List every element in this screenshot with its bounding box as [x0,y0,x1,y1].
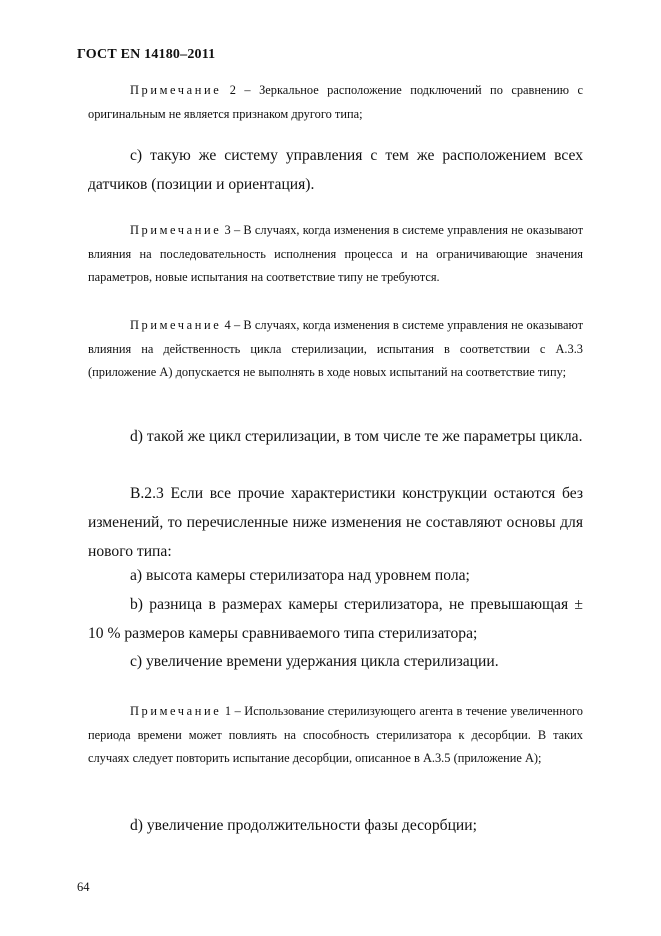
note-1 [88,700,583,771]
note-text: 4 – В случаях, когда изменения в системе управления не оказывают влияния на действенность цикла стерилизации, испытания в соответствии с А.3.3 (приложение А) допускается не выполнять в ходе новых испытаний на соответствие типу; [88,318,583,379]
list-item-b-chamber-size: b) разница в размерах камеры стерилизатора, не превышающая ± 10 % размеров камеры сравниваемого типа стерилизатора; [88,596,583,642]
note-3 [88,219,583,290]
list-item-d-desorption: d) увеличение продолжительности фазы десорбции; [130,817,477,834]
note-text: 2 – Зеркальное расположение подключений по сравнению с оригинальным не является признаком другого типа; [88,83,583,121]
note-label: Примечание [130,704,222,718]
document-header: ГОСТ EN 14180–2011 [77,47,216,62]
page-number: 64 [77,880,90,894]
note-text: 3 – В случаях, когда изменения в системе управления не оказывают влияния на последовательность исполнения процесса и на ограничивающие значения параметров, новые испытания на соответствие типу не требуются. [88,223,583,284]
list-item-c-control-system: c) такую же систему управления с тем же расположением всех датчиков (позиции и ориентация). [88,147,583,193]
note-label: Примечание [130,83,222,97]
list-item-c-hold-time: c) увеличение времени удержания цикла стерилизации. [130,653,499,670]
note-label: Примечание [130,318,222,332]
clause-b-2-3: В.2.3 Если все прочие характеристики конструкции остаются без изменений, то перечисленные ниже изменения не составляют основы для нового типа: [88,485,583,560]
note-2 [88,79,583,126]
list-item-a-chamber-height: a) высота камеры стерилизатора над уровнем пола; [130,567,470,584]
list-item-d-sterilization-cycle: d) такой же цикл стерилизации, в том числе те же параметры цикла. [130,428,583,445]
note-text: 1 – Использование стерилизующего агента в течение увеличенного периода времени может повлиять на способность стерилизатора к десорбции. В таких случаях следует повторить испытание десорбции, описанное в А.3.5 (приложение А); [88,704,583,765]
note-4 [88,314,583,385]
note-label: Примечание [130,223,222,237]
